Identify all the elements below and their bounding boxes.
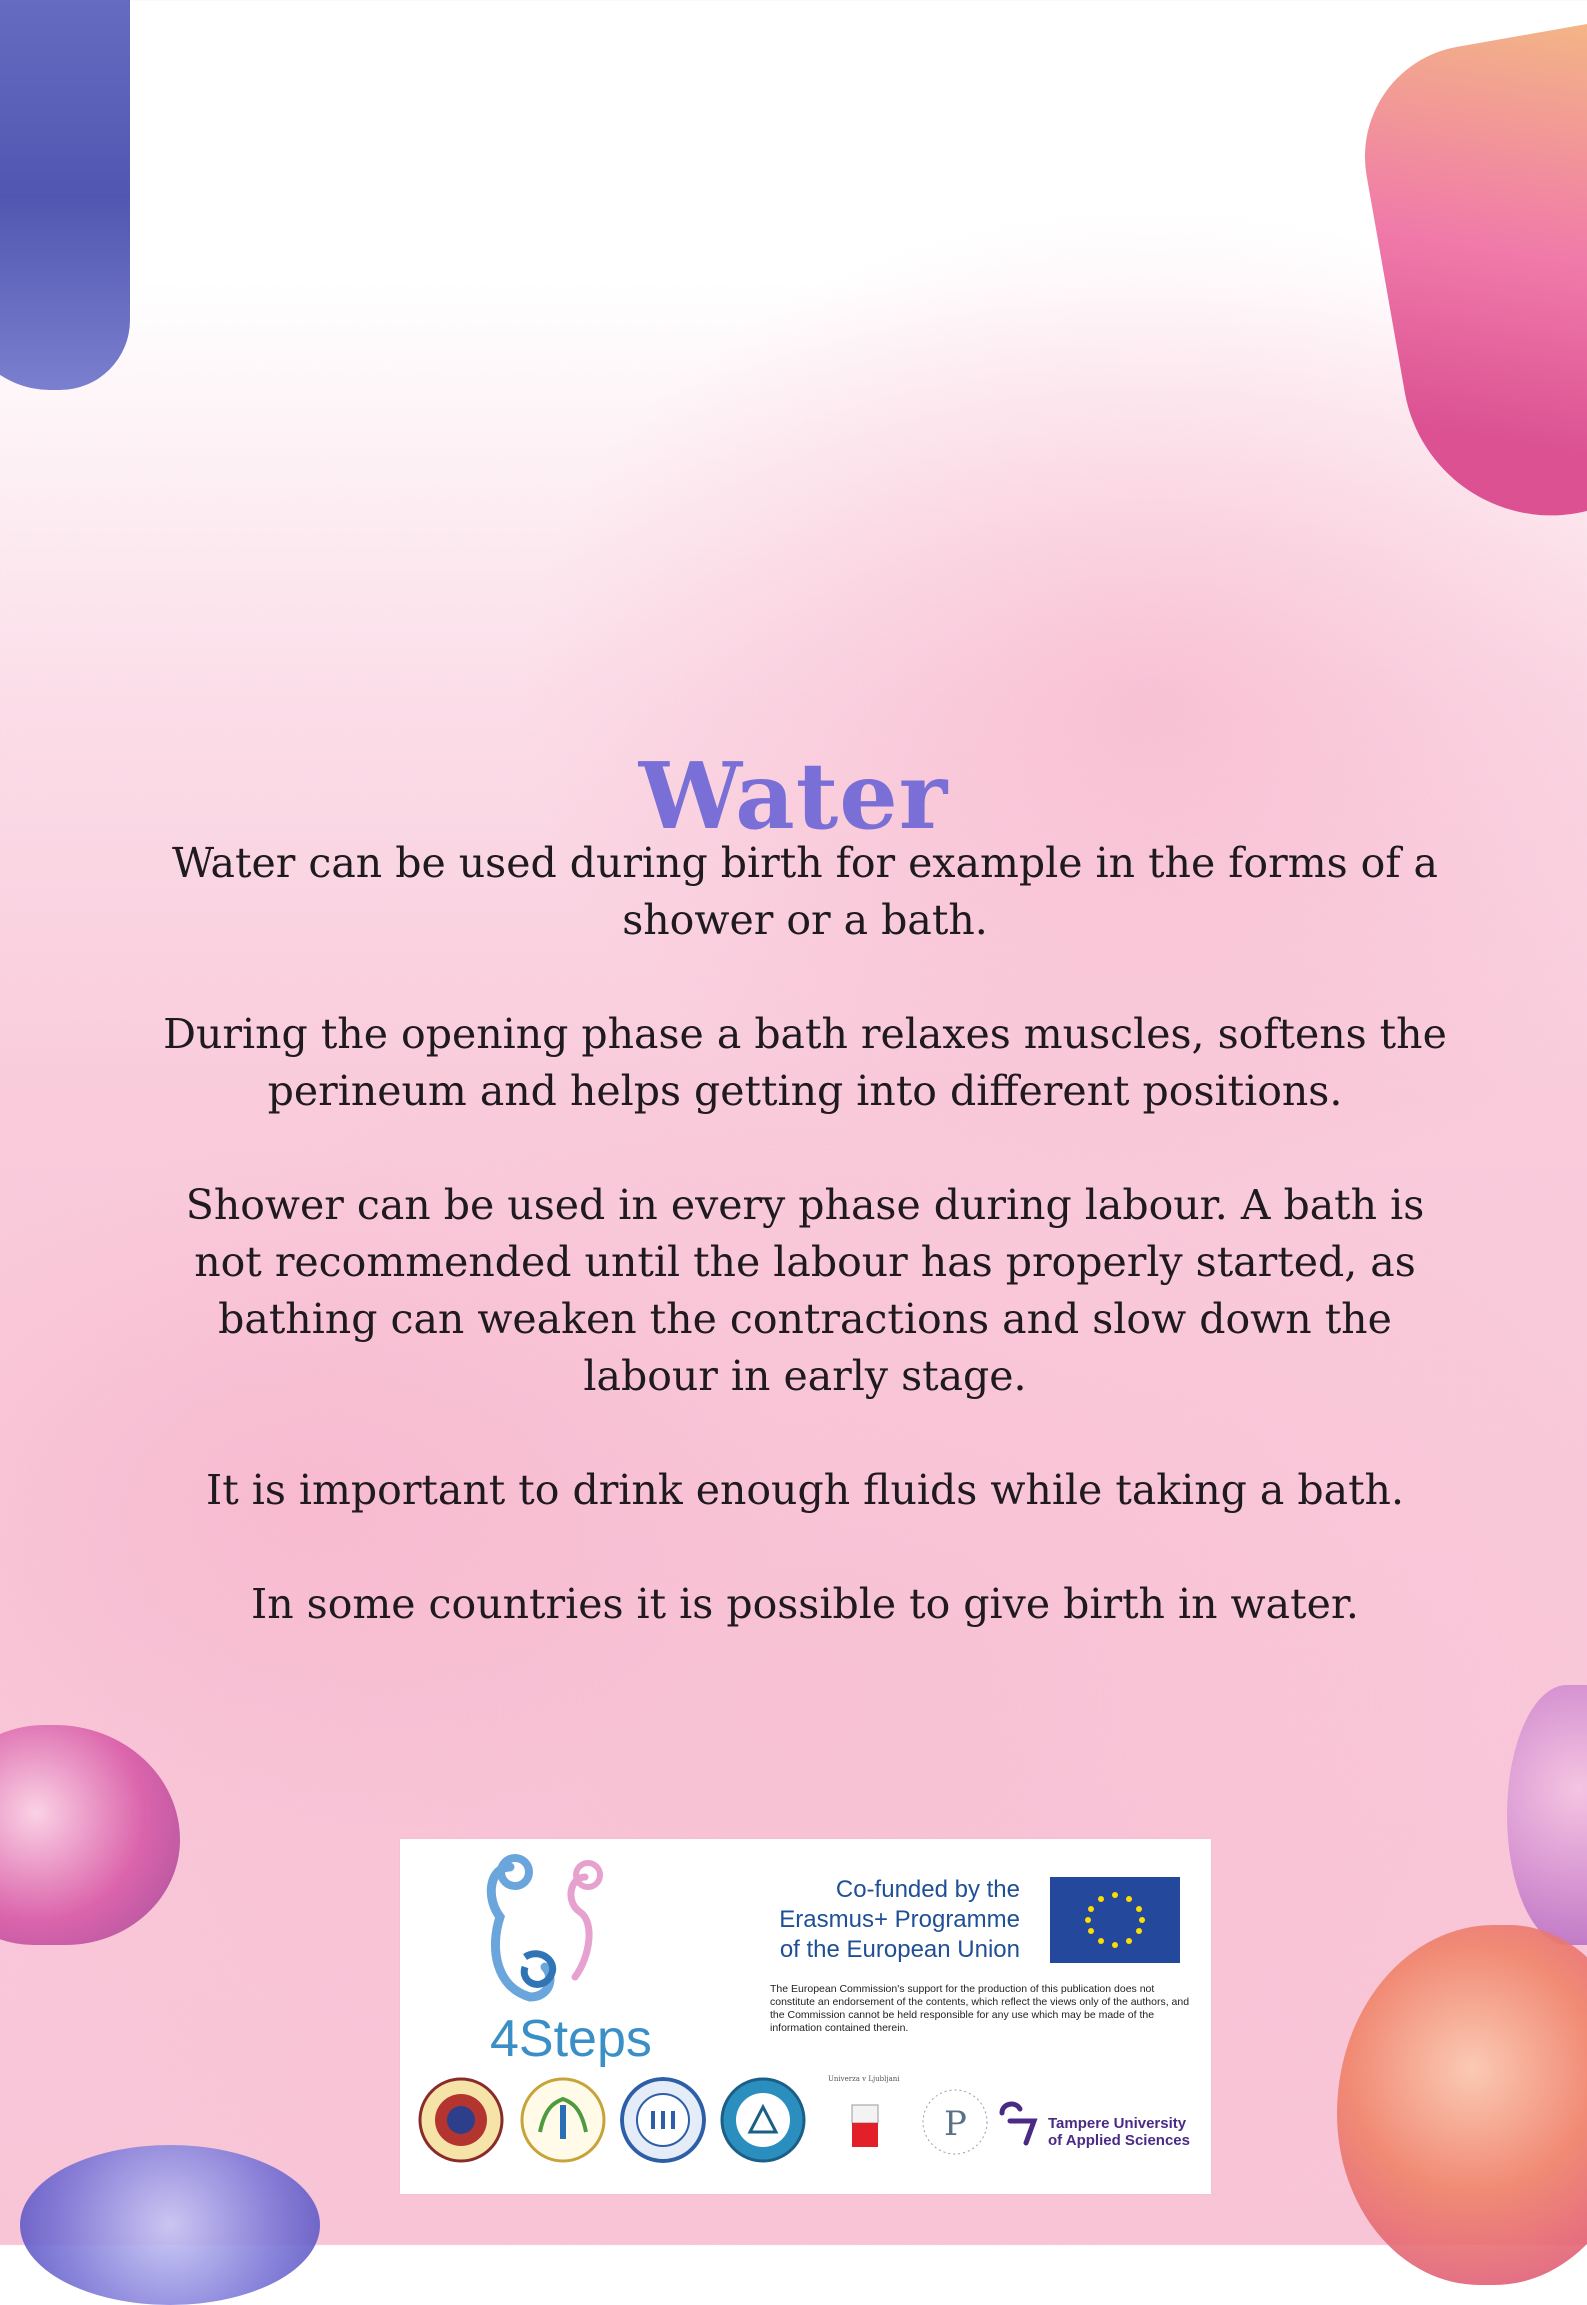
- partner-seal-1-icon: [418, 2077, 504, 2163]
- eu-disclaimer: The European Commission's support for the production of this publication does not constitute an endorsement of the contents, which reflect the views only of the authors, and the Commission cannot be held responsible for any use which may be made of the information contained therein.: [770, 1983, 1190, 2034]
- purple-watercolor-shape: [0, 0, 130, 390]
- page-title: Water: [638, 741, 949, 850]
- ljubljana-logo-icon: [850, 2101, 880, 2149]
- magenta-flower-decoration: [0, 1725, 180, 1945]
- paragraph-1: Water can be used during birth for example in the forms of a shower or a bath.: [171, 839, 1438, 944]
- tampere-logo-icon: [996, 2095, 1042, 2155]
- partner-seal-4-icon: [720, 2077, 806, 2163]
- eu-cofunded-text: [770, 1875, 1020, 1965]
- eu-line-3: of the European Union: [779, 1936, 1020, 1963]
- partner-seal-3-icon: [620, 2077, 706, 2163]
- tampere-line-2: of Applied Sciences: [1048, 2132, 1190, 2149]
- eu-line-1: Co-funded by the: [835, 1876, 1020, 1903]
- eu-line-2: Erasmus+ Programme: [779, 1906, 1020, 1933]
- body-text: [160, 835, 1450, 1690]
- lilac-flower-decoration: [1507, 1685, 1587, 1945]
- paragraph-3: Shower can be used in every phase during labour. A bath is not recommended until the labour has properly started, as bathing can weaken the contractions and slow down the labour in early stage.: [185, 1181, 1425, 1400]
- tampere-university-text: [1048, 2115, 1190, 2149]
- tampere-line-1: Tampere University: [1048, 2115, 1187, 2132]
- paragraph-4: It is important to drink enough fluids while taking a bath.: [206, 1466, 1404, 1514]
- coral-flower-decoration: [1337, 1925, 1587, 2285]
- blue-flower-decoration: [20, 2145, 320, 2305]
- ljubljana-label: Univerza v Ljubljani: [828, 2075, 900, 2083]
- primorska-university-icon: [920, 2079, 990, 2165]
- svg-text:P: P: [944, 2104, 967, 2144]
- paragraph-5: In some countries it is possible to give birth in water.: [251, 1580, 1359, 1628]
- paragraph-2: During the opening phase a bath relaxes muscles, softens the perineum and helps getting into different positions.: [163, 1010, 1447, 1115]
- partner-logos-panel: [400, 1839, 1211, 2194]
- 4steps-logo-text: 4Steps: [490, 2010, 652, 2068]
- pink-petal-decoration: [1347, 21, 1587, 539]
- partner-seal-2-icon: [520, 2077, 606, 2163]
- eu-flag-icon: [1050, 1877, 1180, 1963]
